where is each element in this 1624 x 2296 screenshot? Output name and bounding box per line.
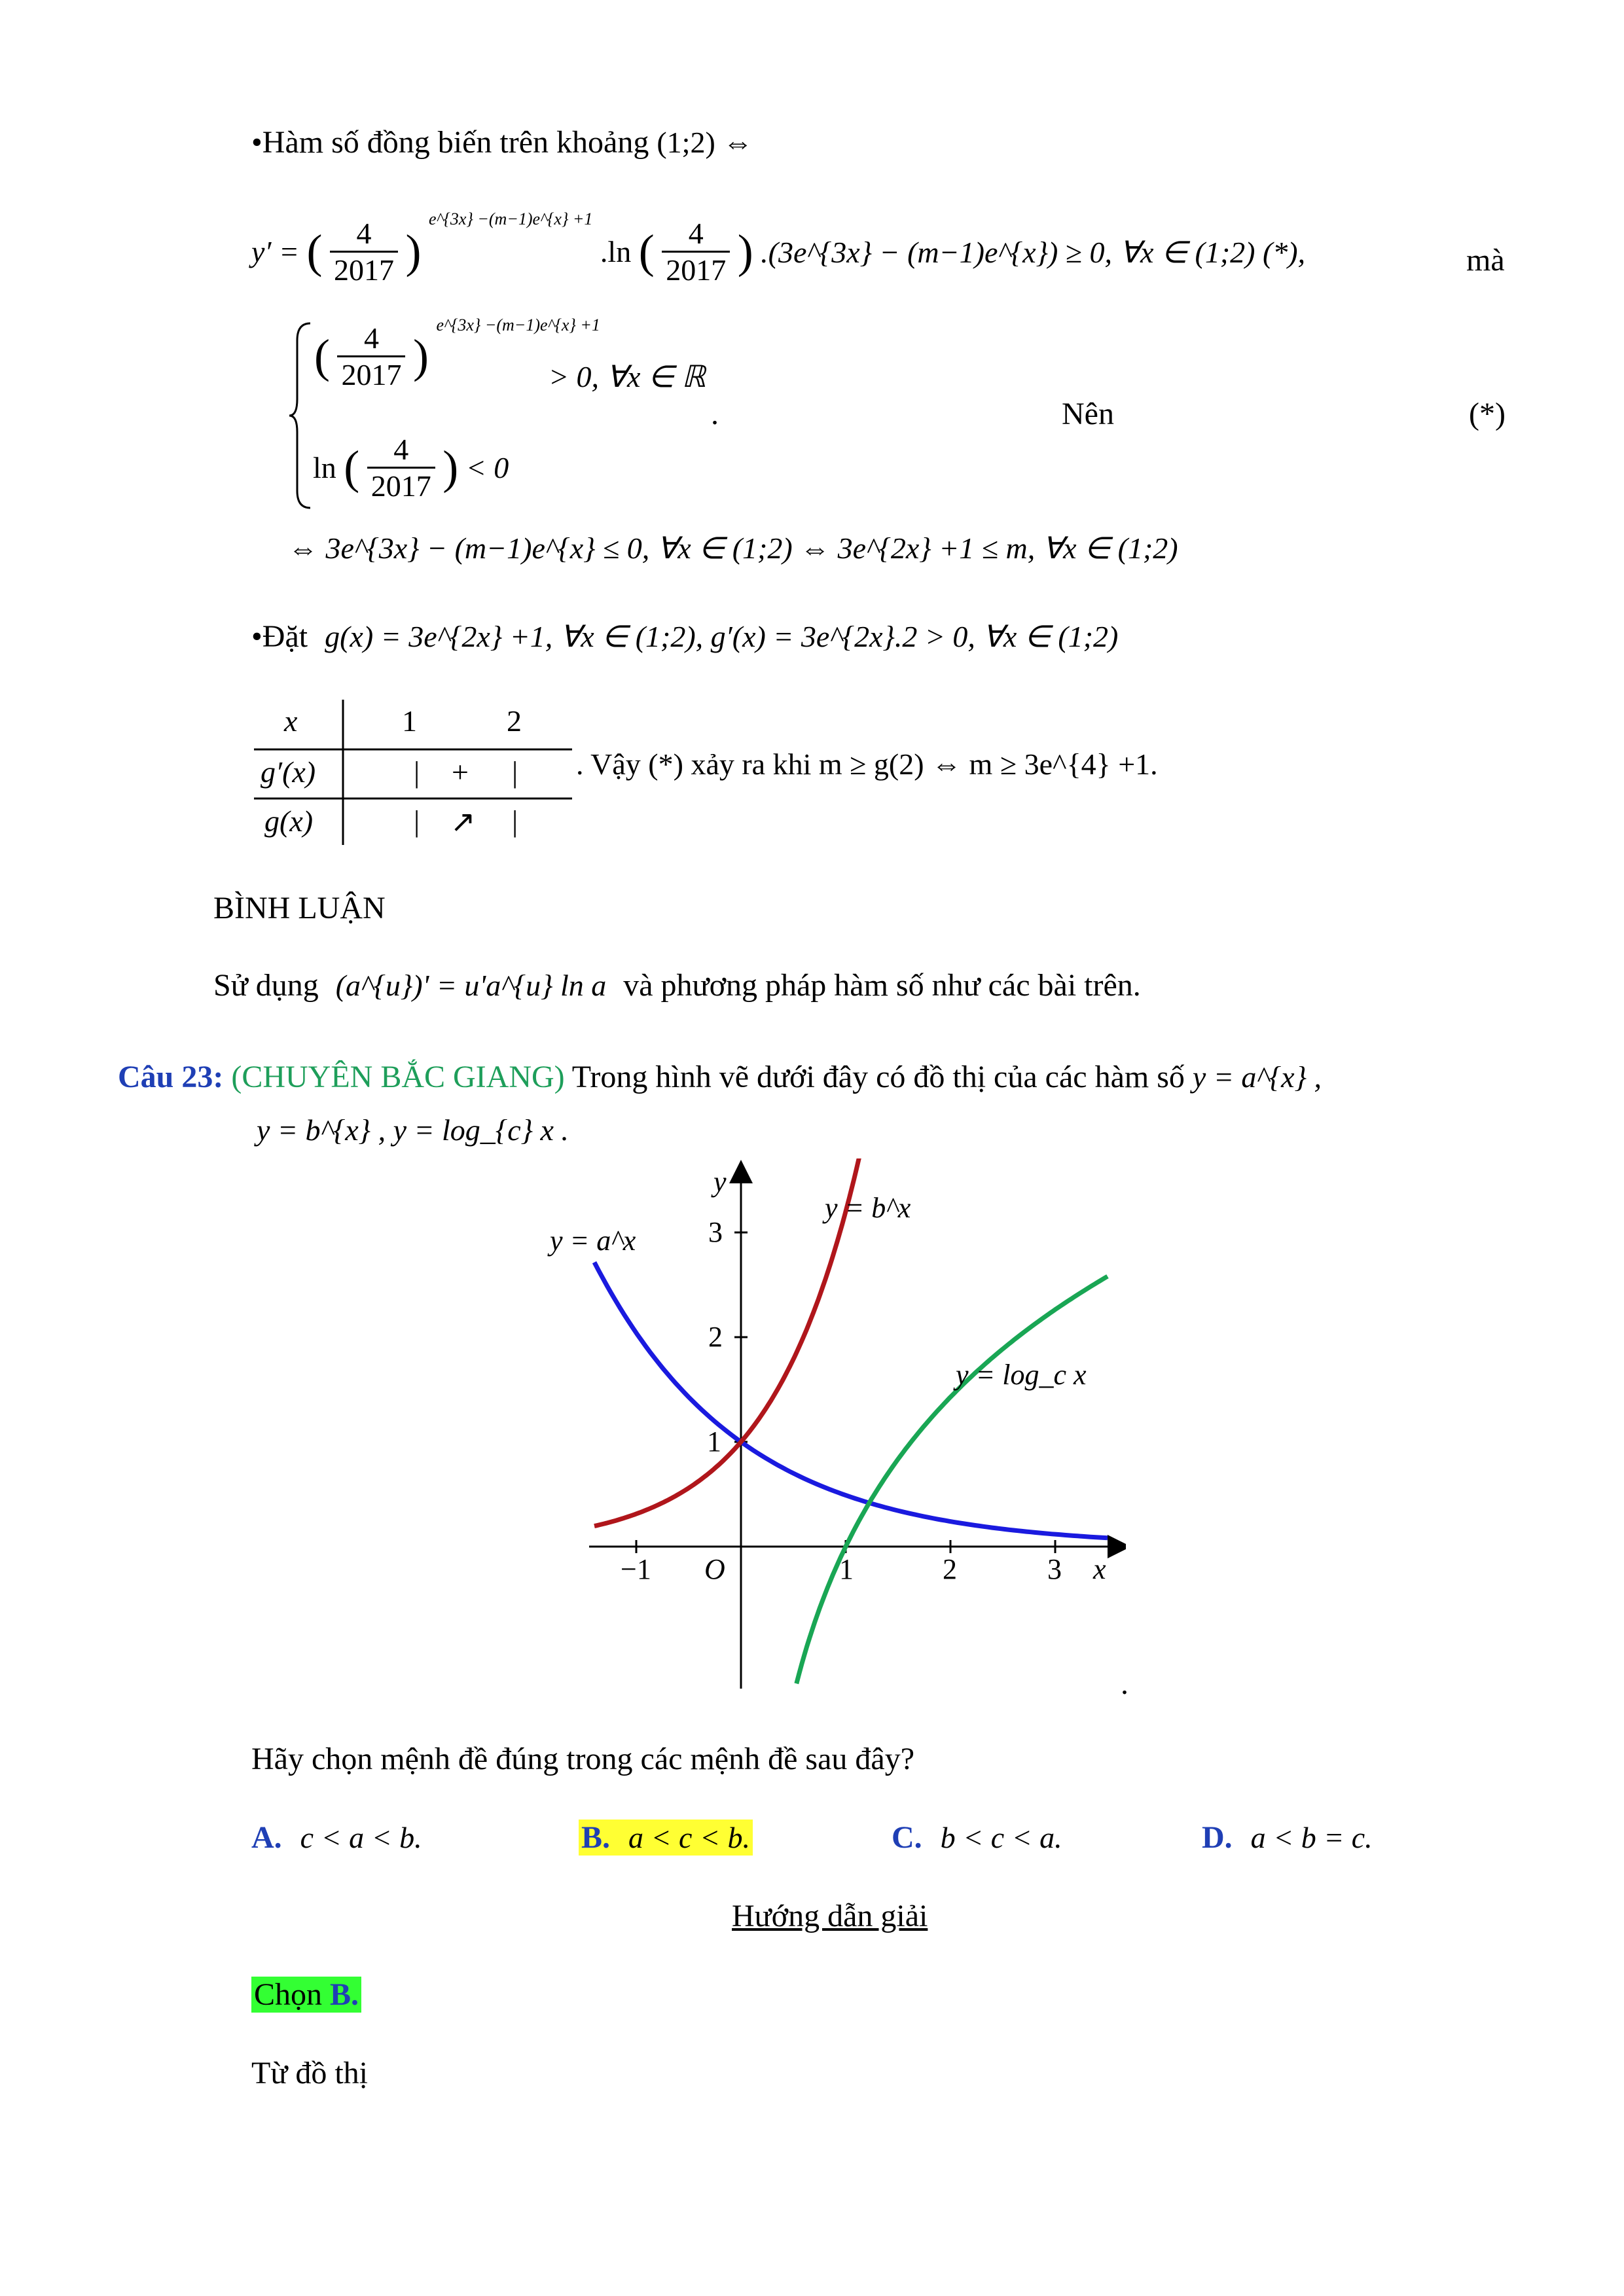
sys-fraction-2 — [367, 432, 435, 503]
sys-frac-den: 2017 — [341, 358, 402, 391]
star-ref: (*) — [1469, 397, 1506, 431]
cau-label: Câu 23: — [118, 1060, 224, 1094]
sys-ln: ln — [313, 451, 336, 484]
table-g-arrow: ↗ — [450, 805, 476, 838]
option-b-text: a < c < b. — [628, 1821, 751, 1854]
x-tick-neg1: −1 — [621, 1553, 651, 1585]
table-x-2: 2 — [507, 704, 522, 738]
option-d[interactable] — [1202, 1820, 1373, 1856]
cau-text: Trong hình vẽ dưới đây có đồ thị của các hàm số — [571, 1060, 1185, 1094]
y-tick-3: 3 — [708, 1216, 723, 1248]
option-b-letter: B. — [581, 1820, 611, 1855]
system-line-1: ( $\frac{4}{2017}$ ) e^{3x} −(m−1)e^{x} +1 — [314, 315, 600, 391]
sys-frac-num: 4 — [337, 321, 405, 357]
table-x-1: 1 — [402, 704, 417, 738]
option-b[interactable] — [579, 1820, 753, 1856]
sys2-frac-den: 2017 — [370, 469, 431, 503]
table-g-bar1: | — [414, 804, 420, 838]
sys-lt-zero: < 0 — [465, 451, 509, 484]
ma-word: mà — [1466, 243, 1505, 278]
sys-line1-tail: > 0, ∀x ∈ ℝ — [549, 360, 706, 393]
system-brace — [288, 321, 314, 511]
equivalence-line: ⇔ 3e^{3x} − (m−1)e^{x} ≤ 0, ∀x ∈ (1;2) ⇔ 3e^{2x} +1 ≤ m, ∀x ∈ (1;2) — [288, 531, 1178, 565]
label-b-x: y = b^x — [825, 1192, 911, 1224]
y-tick-1: 1 — [707, 1426, 721, 1458]
chon-text: Chọn — [254, 1977, 323, 2012]
axis-ticks — [636, 1232, 1055, 1553]
table-gprime-bar2: | — [512, 755, 518, 789]
sys2-frac-num: 4 — [367, 432, 435, 469]
option-d-text: a < b = c. — [1250, 1821, 1373, 1854]
conclusion-text: . Vậy (*) xảy ra khi m ≥ g(2) ⇔ m ≥ 3e^{4} +1. — [576, 747, 1158, 781]
chon-answer — [251, 1977, 361, 2013]
frac-num: 4 — [330, 216, 398, 253]
option-a-text: c < a < b. — [300, 1821, 422, 1854]
derivative-equation: y′ = ( $\frac{4}{2017}$ ) e^{3x} −(m−1)e^{x} +1 .ln ( $\frac{4}{2017}$ ) .(3e^{3x} − (m−1)e^{x}) ≥ 0, ∀x ∈ (1;2) (*), — [251, 209, 1306, 287]
dat-math: g(x) = 3e^{2x} +1, ∀x ∈ (1;2), g′(x) = 3e^{2x}.2 > 0, ∀x ∈ (1;2) — [325, 620, 1119, 653]
cau-fn1: y = a^{x} , — [1192, 1060, 1322, 1094]
su-dung-text: Sử dụng — [213, 968, 319, 1003]
graph-dot: . — [1121, 1666, 1128, 1701]
conclusion-line — [576, 746, 1158, 782]
sys-fraction-1 — [337, 321, 405, 392]
interval-equiv: (1;2) ⇔ — [657, 126, 753, 159]
tu-do-thi-text: Từ đồ thị — [251, 2056, 369, 2090]
table-x-header: x — [284, 704, 298, 738]
dat-line — [251, 619, 1118, 655]
x-tick-2: 2 — [943, 1553, 957, 1585]
chon-letter: B. — [330, 1977, 359, 2012]
line-hs-dong-bien — [251, 124, 753, 160]
exponent: e^{3x} −(m−1)e^{x} +1 — [429, 209, 593, 228]
sys-exponent: e^{3x} −(m−1)e^{x} +1 — [436, 315, 600, 334]
nen-word: Nên — [1062, 397, 1114, 431]
x-tick-1: 1 — [839, 1553, 854, 1585]
frac-num-b: 4 — [662, 216, 730, 253]
yprime-label: y′ = — [251, 235, 300, 268]
option-d-letter: D. — [1202, 1820, 1233, 1855]
system-line-2: ln ( $\frac{4}{2017}$ ) < 0 — [313, 433, 509, 503]
derivative-rest: .(3e^{3x} − (m−1)e^{x}) ≥ 0, ∀x ∈ (1;2) (*), — [761, 235, 1306, 269]
su-dung-line — [213, 967, 1141, 1003]
sys-period: . — [711, 397, 719, 431]
table-g-bar2: | — [512, 804, 518, 838]
ln-label: .ln — [600, 235, 632, 268]
y-tick-2: 2 — [708, 1321, 723, 1353]
label-log-c-x: y = log_c x — [956, 1359, 1087, 1391]
table-g-label: g(x) — [264, 804, 314, 838]
table-gprime-sign: + — [452, 755, 469, 789]
option-c-letter: C. — [892, 1820, 922, 1855]
huong-dan-heading: Hướng dẫn giải — [732, 1899, 928, 1933]
cau23-line — [118, 1059, 1322, 1095]
option-a-letter: A. — [251, 1820, 282, 1855]
x-tick-3: 3 — [1047, 1553, 1062, 1585]
option-c[interactable] — [892, 1820, 1062, 1856]
binh-luan-heading: BÌNH LUẬN — [213, 891, 386, 925]
question-text: Hãy chọn mệnh đề đúng trong các mệnh đề sau đây? — [251, 1742, 914, 1776]
cau-line2: y = b^{x} , y = log_{c} x . — [257, 1113, 569, 1147]
su-dung-tail: và phương pháp hàm số như các bài trên. — [623, 968, 1141, 1003]
option-a[interactable] — [251, 1820, 422, 1856]
curve-log-c-x — [797, 1276, 1108, 1683]
label-a-x: y = a^x — [550, 1225, 636, 1257]
table-gprime-bar1: | — [414, 755, 420, 789]
cau-source: (CHUYÊN BẮC GIANG) — [231, 1060, 565, 1094]
graph-svg — [537, 1158, 1126, 1695]
frac-den-b: 2017 — [666, 253, 727, 287]
fraction-4-2017-b — [662, 216, 730, 287]
dat-label: •Đặt — [251, 619, 308, 654]
y-axis-label: y — [713, 1166, 727, 1198]
option-c-text: b < c < a. — [940, 1821, 1062, 1854]
table-gprime-label: g′(x) — [261, 755, 316, 789]
origin-label: O — [704, 1553, 725, 1585]
x-axis-label: x — [1093, 1553, 1106, 1585]
su-dung-formula: (a^{u})' = u'a^{u} ln a — [335, 969, 607, 1002]
frac-den: 2017 — [334, 253, 395, 287]
fraction-4-2017 — [330, 216, 398, 287]
function-graph — [537, 1158, 1126, 1695]
hs-dong-bien-text: •Hàm số đồng biến trên khoảng — [251, 125, 649, 160]
